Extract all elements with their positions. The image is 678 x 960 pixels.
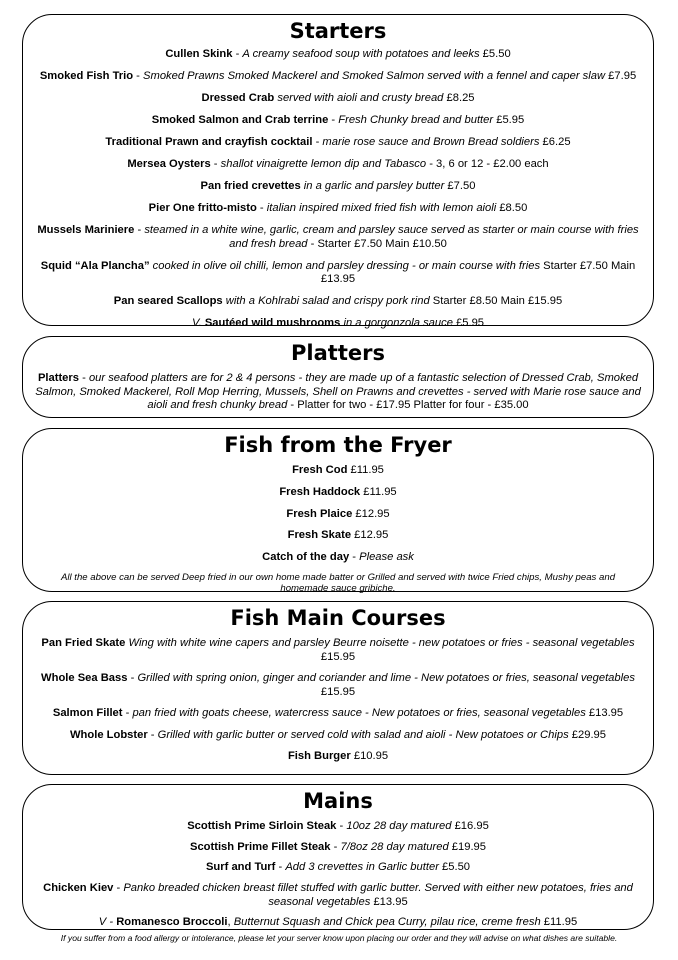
item-price: £15.95 <box>320 650 356 663</box>
item-description: Add 3 crevettes in Garlic butter <box>285 861 439 874</box>
item-description: Grilled with spring onion, ginger and coriander and lime - New potatoes or fries, seasonal vegetables <box>137 672 635 684</box>
menu-item <box>33 750 643 764</box>
menu-item <box>33 637 643 664</box>
item-name: Surf and Turf <box>205 861 276 874</box>
item-name: Dressed Crab <box>201 92 275 104</box>
item-description: Grilled with garlic butter or served cold with salad and aioli - New potatoes or Chips <box>157 728 569 741</box>
item-price: £10.95 <box>350 750 389 762</box>
item-description: our seafood platters are for 2 & 4 persons - they are made up of a fantastic selection of Dressed Crab, Smoked Salmon, Smoked Mackerel, Roll Mop Herring, Mussels, Shell on Prawns and crevettes - served with Marie rose sauce and aioli and fresh chunky bread <box>35 372 641 411</box>
item-separator: - <box>328 114 339 126</box>
fish-main-section <box>22 601 654 775</box>
item-name: Catch of the day <box>262 551 350 564</box>
vegetarian-marker: V. <box>191 317 205 329</box>
item-price: £13.95 <box>585 707 624 719</box>
item-description: served with aioli and crusty bread <box>277 92 444 104</box>
item-name: Mussels Mariniere <box>37 224 135 236</box>
menu-item <box>33 180 643 194</box>
menu-item <box>33 841 643 855</box>
item-separator: - <box>147 728 158 741</box>
item-description: steamed in a white wine, garlic, cream and parsley sauce served as starter or main course with fries and fresh bread <box>144 224 639 250</box>
item-name: Pan seared Scallops <box>113 295 223 307</box>
item-price: £5.95 <box>452 317 485 329</box>
item-description: pan fried with goats cheese, watercress sauce - New potatoes or fries, seasonal vegetables <box>132 707 586 719</box>
item-name: Fresh Cod <box>292 464 348 476</box>
menu-item <box>33 224 643 251</box>
item-price: - 3, 6 or 12 - £2.00 each <box>426 158 549 170</box>
item-separator: - <box>133 70 144 82</box>
item-price: £8.50 <box>496 202 528 214</box>
item-separator: - <box>330 840 341 853</box>
menu-item <box>33 464 643 478</box>
fryer-section <box>22 428 654 595</box>
item-description: marie rose sauce and Brown Bread soldiers <box>322 136 540 148</box>
item-name: Scottish Prime Fillet Steak <box>189 840 331 853</box>
item-name: Sautéed wild mushrooms <box>204 317 341 329</box>
item-separator: - <box>210 158 221 170</box>
item-description: shallot vinaigrette lemon dip and Tabasco <box>220 158 427 170</box>
starters-section <box>22 14 654 329</box>
menu-item <box>33 820 643 834</box>
item-description: Smoked Prawns Smoked Mackerel and Smoked Salmon served with a fennel and caper slaw <box>143 70 606 82</box>
item-separator: - <box>336 820 347 832</box>
menu-item <box>33 861 643 875</box>
item-name: Cullen Skink <box>165 48 233 60</box>
item-description: 7/8oz 28 day matured <box>340 840 449 853</box>
item-description: A creamy seafood soup with potatoes and leeks <box>242 48 480 60</box>
item-price: Starter £8.50 Main £15.95 <box>429 295 563 307</box>
menu-item <box>33 882 643 909</box>
menu-item <box>33 260 643 287</box>
item-price: £12.95 <box>352 507 390 520</box>
item-separator: - <box>134 224 145 236</box>
menu-item <box>33 486 643 500</box>
item-price: £16.95 <box>451 820 489 832</box>
item-name: Pier One fritto-misto <box>148 202 257 214</box>
item-price: £29.95 <box>568 728 606 741</box>
item-description: 10oz 28 day matured <box>346 820 452 832</box>
mains-section <box>22 784 654 930</box>
menu-item <box>33 529 643 543</box>
item-price: £15.95 <box>320 685 356 698</box>
item-separator: - <box>312 136 323 148</box>
item-name: Fresh Plaice <box>286 507 353 520</box>
item-name: Romanesco Broccoli <box>116 916 228 929</box>
item-name: Fresh Haddock <box>279 485 361 498</box>
item-description: cooked in olive oil chilli, lemon and parsley dressing - or main course with fries <box>152 259 541 272</box>
menu-item <box>33 70 643 84</box>
item-separator: - <box>275 861 286 874</box>
item-price: £11.95 <box>360 485 397 498</box>
item-price: £5.50 <box>438 861 471 874</box>
platters-section <box>22 336 654 418</box>
item-name: Chicken Kiev <box>43 882 114 895</box>
item-separator: - <box>127 672 138 684</box>
item-separator: - <box>256 202 267 214</box>
item-price: £12.95 <box>351 529 389 542</box>
fryer-note: All the above can be served Deep fried in our own home made batter or Grilled and served with twice Fried chips, Mushy peas and homemade sauce gribiche. <box>60 571 616 595</box>
menu-item <box>33 202 643 216</box>
item-description: Panko breaded chicken breast fillet stuffed with garlic butter. Served with either new potatoes, fries and seasonal vegetables <box>123 882 633 908</box>
section-title: Platters <box>291 341 385 365</box>
item-description: italian inspired mixed fried fish with lemon aioli <box>266 202 497 214</box>
menu-item <box>33 295 643 309</box>
item-name: Platters <box>37 372 79 384</box>
item-name: Squid “Ala Plancha” <box>40 259 150 272</box>
item-price: £11.95 <box>347 464 384 476</box>
item-name: Whole Sea Bass <box>41 672 128 684</box>
section-title: Fish from the Fryer <box>224 433 452 457</box>
item-price: Starter £7.50 Main £13.95 <box>320 259 636 285</box>
item-price: £13.95 <box>370 895 408 908</box>
item-price: - Platter for two - £17.95 Platter for four - £35.00 <box>287 399 529 411</box>
item-name: Pan Fried Skate <box>41 637 126 649</box>
item-price: £5.95 <box>493 114 525 126</box>
item-separator: - <box>349 551 360 564</box>
item-description: Wing with white wine capers and parsley Beurre noisette - new potatoes or fries - seasonal vegetables <box>128 637 635 649</box>
menu-item <box>33 92 643 106</box>
section-title: Starters <box>289 19 387 43</box>
item-description: Please ask <box>359 551 414 564</box>
menu-item <box>33 916 643 930</box>
item-name: Pan fried crevettes <box>200 180 301 192</box>
item-price: £5.50 <box>479 48 511 60</box>
menu-item <box>33 551 643 565</box>
item-name: Scottish Prime Sirloin Steak <box>187 820 337 832</box>
item-price: £7.50 <box>444 180 476 192</box>
item-description: in a gorgonzola sauce <box>343 317 453 329</box>
item-name: Fish Burger <box>287 750 351 762</box>
item-name: Mersea Oysters <box>127 158 211 170</box>
allergy-footer: If you suffer from a food allergy or intolerance, please let your server know upon placing our order and they will advise on what dishes are suitable. <box>60 933 618 943</box>
item-price: £19.95 <box>448 840 486 853</box>
menu-item <box>33 48 643 62</box>
section-title: Mains <box>303 789 373 813</box>
item-price: - Starter £7.50 Main £10.50 <box>307 237 447 250</box>
menu-item <box>33 114 643 128</box>
vegetarian-marker: V - <box>98 916 117 929</box>
menu-item <box>33 158 643 172</box>
item-name: Fresh Skate <box>287 529 352 542</box>
item-name: Smoked Fish Trio <box>39 70 134 82</box>
item-separator: - <box>232 48 243 60</box>
item-name: Smoked Salmon and Crab terrine <box>151 114 329 126</box>
item-name: Whole Lobster <box>69 728 148 741</box>
menu-item <box>33 136 643 150</box>
menu-item <box>33 508 643 522</box>
menu-item <box>33 672 643 699</box>
item-description: in a garlic and parsley butter <box>303 180 445 192</box>
item-price: £7.95 <box>605 70 637 82</box>
item-description: Butternut Squash and Chick pea Curry, pilau rice, creme fresh <box>233 916 541 929</box>
section-title: Fish Main Courses <box>230 606 446 630</box>
item-separator: , <box>227 916 234 929</box>
menu-item <box>33 317 643 331</box>
item-description: Fresh Chunky bread and butter <box>338 114 494 126</box>
menu-item <box>33 707 643 721</box>
item-separator: - <box>122 707 133 719</box>
item-description: with a Kohlrabi salad and crispy pork rind <box>225 295 430 307</box>
item-name: Salmon Fillet <box>52 707 123 719</box>
item-separator: - <box>113 882 124 895</box>
item-price: £11.95 <box>540 916 578 929</box>
item-name: Traditional Prawn and crayfish cocktail <box>105 136 313 148</box>
menu-item <box>33 729 643 743</box>
item-price: £8.25 <box>443 92 475 104</box>
item-price: £6.25 <box>539 136 571 148</box>
platters-description: Platters - our seafood platters are for 2 & 4 persons - they are made up of a fantastic selection of Dressed Crab, Smoked Salmon, Smoked Mackerel, Roll Mop Herring, Mussels, Shell on Prawns and crevettes - served with Marie rose sauce and aioli and fresh chunky bread - Platter for two - £17.95 Platter for four - £35.00 <box>35 372 641 411</box>
